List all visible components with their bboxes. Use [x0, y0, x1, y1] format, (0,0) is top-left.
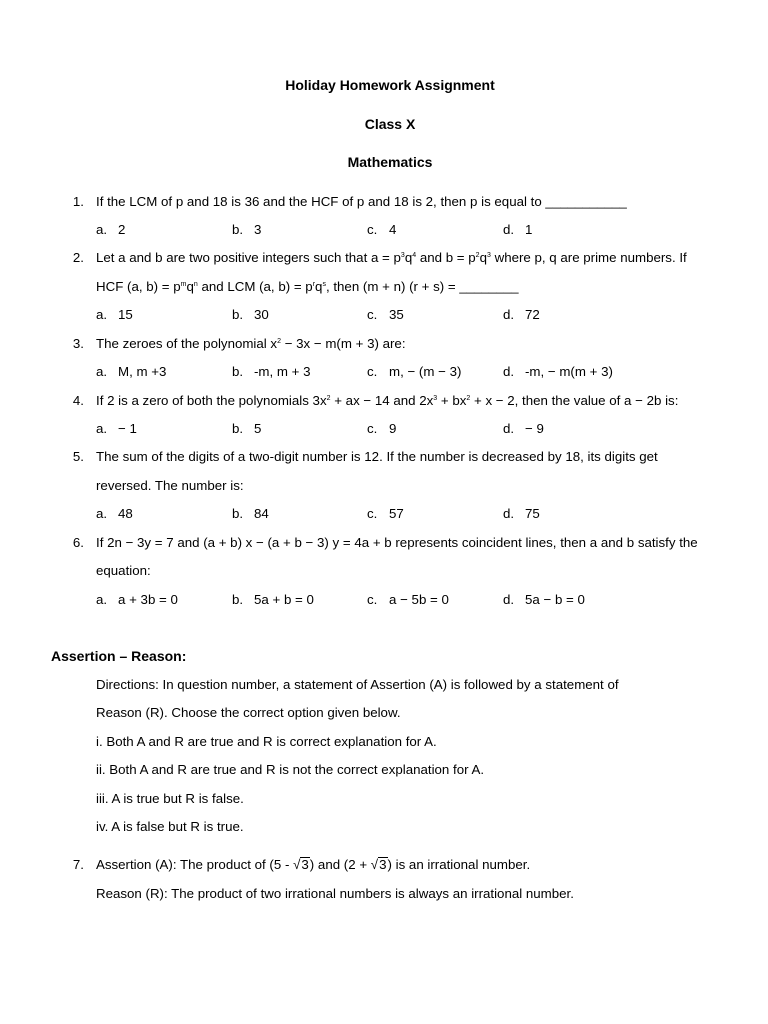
- option-text: 84: [254, 506, 269, 521]
- option-label: a.: [96, 506, 108, 521]
- choice-ii: ii. Both A and R are true and R is not the correct explanation for A.: [96, 762, 485, 777]
- question-number: 7.: [72, 857, 84, 872]
- option-label: b.: [232, 364, 244, 379]
- option-text: m, − (m − 3): [389, 364, 462, 379]
- choice-iii: iii. A is true but R is false.: [96, 791, 244, 806]
- option-d: [503, 421, 544, 436]
- option-text: 4: [389, 222, 397, 237]
- option-a: [96, 364, 166, 379]
- option-c: [367, 506, 404, 521]
- option-c: [367, 421, 396, 436]
- option-label: d.: [503, 364, 515, 379]
- question-text: The zeroes of the polynomial $x^2 - 3x - m(m + 3)$ are:: [96, 336, 406, 351]
- option-label: c.: [367, 592, 378, 607]
- option-label: d.: [503, 506, 515, 521]
- question-text-continued: HCF (a, $b) = p^mq^n$ and LCM (a, $b) = p^rq^s$, then (m + n) (r + s) = ________: [96, 279, 519, 294]
- question-text: If 2 is a zero of both the polynomials $3x^2$ + ax − 14 and $2x^3 + bx^2 + x - 2$, then the value of a − 2b is:: [96, 393, 679, 408]
- option-c: [367, 222, 396, 237]
- choice-i: i. Both A and R are true and R is correct explanation for A.: [96, 734, 437, 749]
- option-text: 57: [389, 506, 404, 521]
- option-text: 48: [118, 506, 133, 521]
- option-c: [367, 364, 461, 379]
- option-text: 3: [254, 222, 262, 237]
- question-text-continued: equation:: [96, 563, 151, 578]
- option-label: b.: [232, 592, 244, 607]
- option-text: 30: [254, 307, 269, 322]
- option-label: c.: [367, 364, 378, 379]
- directions-text: Directions: In question number, a statement of Assertion (A) is followed by a statement of: [96, 677, 619, 692]
- option-text: -m, − m(m + 3): [525, 364, 613, 379]
- sqrt-expression: √3: [293, 857, 309, 872]
- option-b: [232, 222, 261, 237]
- option-text: − 1: [118, 421, 137, 436]
- question-text-continued: reversed. The number is:: [96, 478, 244, 493]
- option-label: b.: [232, 506, 244, 521]
- option-label: b.: [232, 222, 244, 237]
- option-text: 75: [525, 506, 540, 521]
- question-text: The sum of the digits of a two-digit number is 12. If the number is decreased by 18, its digits get: [96, 449, 658, 464]
- option-label: c.: [367, 421, 378, 436]
- option-label: d.: [503, 222, 515, 237]
- option-text: 9: [389, 421, 397, 436]
- option-d: [503, 506, 540, 521]
- option-a: [96, 307, 133, 322]
- option-text: M, m +3: [118, 364, 167, 379]
- question-number: 1.: [72, 194, 84, 209]
- question-text: If 2n − 3y = 7 and (a + b) x − (a + b − 3) y = 4a + b represents coincident lines, then a and b satisfy the: [96, 535, 698, 550]
- option-label: d.: [503, 421, 515, 436]
- option-label: a.: [96, 421, 108, 436]
- option-text: 2: [118, 222, 126, 237]
- option-text: 15: [118, 307, 133, 322]
- option-a: [96, 592, 178, 607]
- question-number: 4.: [72, 393, 84, 408]
- option-text: 5: [254, 421, 262, 436]
- option-d: [503, 307, 540, 322]
- option-label: a.: [96, 222, 108, 237]
- question-text: If the LCM of p and 18 is 36 and the HCF of p and 18 is 2, then p is equal to ___________: [96, 194, 627, 209]
- option-label: d.: [503, 592, 515, 607]
- option-label: c.: [367, 307, 378, 322]
- option-label: b.: [232, 307, 244, 322]
- option-label: c.: [367, 506, 378, 521]
- option-text: − 9: [525, 421, 544, 436]
- option-text: -m, m + 3: [254, 364, 311, 379]
- reason-text: Reason (R): The product of two irrational numbers is always an irrational number.: [96, 886, 574, 901]
- option-label: a.: [96, 592, 108, 607]
- option-a: [96, 506, 133, 521]
- assertion-text: Assertion (A): The product of (5 - √3) and (2 + √3) is an irrational number.: [96, 857, 531, 872]
- option-b: [232, 364, 311, 379]
- option-d: [503, 364, 613, 379]
- option-text: 72: [525, 307, 540, 322]
- question-number: 6.: [72, 535, 84, 550]
- option-d: [503, 592, 585, 607]
- option-text: 1: [525, 222, 533, 237]
- option-text: 5a + b = 0: [254, 592, 314, 607]
- option-label: b.: [232, 421, 244, 436]
- option-c: [367, 592, 449, 607]
- subject-label: Mathematics: [347, 154, 433, 170]
- question-number: 2.: [72, 250, 84, 265]
- option-a: [96, 222, 125, 237]
- question-number: 3.: [72, 336, 84, 351]
- directions-text-continued: Reason (R). Choose the correct option given below.: [96, 705, 401, 720]
- option-b: [232, 592, 314, 607]
- section-heading: Assertion – Reason:: [51, 648, 187, 664]
- option-text: a − 5b = 0: [389, 592, 449, 607]
- option-c: [367, 307, 404, 322]
- option-label: c.: [367, 222, 378, 237]
- option-label: d.: [503, 307, 515, 322]
- question-text: Let a and b are two positive integers such that $a = p^3q^4$ and $b = p^2q^3$ where p, q are prime numbers. If: [96, 250, 687, 265]
- option-d: [503, 222, 532, 237]
- option-label: a.: [96, 307, 108, 322]
- sqrt-expression: √3: [370, 857, 387, 872]
- option-a: [96, 421, 137, 436]
- option-text: 5a − b = 0: [525, 592, 585, 607]
- option-label: a.: [96, 364, 108, 379]
- option-b: [232, 506, 269, 521]
- document-title: Holiday Homework Assignment: [285, 77, 495, 93]
- class-label: Class X: [364, 116, 416, 132]
- option-b: [232, 421, 261, 436]
- question-number: 5.: [72, 449, 84, 464]
- option-text: 35: [389, 307, 404, 322]
- option-text: a + 3b = 0: [118, 592, 178, 607]
- choice-iv: iv. A is false but R is true.: [96, 819, 244, 834]
- option-b: [232, 307, 269, 322]
